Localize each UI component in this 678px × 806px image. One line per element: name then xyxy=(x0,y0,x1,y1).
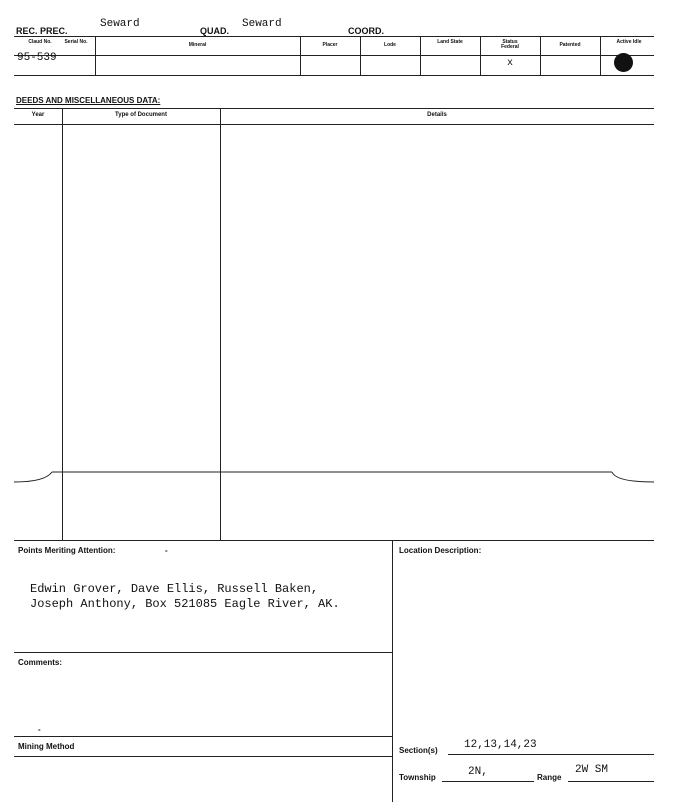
col-placer: Placer xyxy=(322,42,338,48)
col-year: Year xyxy=(31,112,45,118)
range-value[interactable]: 2W SM xyxy=(575,764,609,776)
sections-underline xyxy=(448,754,654,755)
col-details: Details xyxy=(427,112,447,118)
bottom-divider xyxy=(392,540,393,802)
col-divider-2 xyxy=(300,36,301,75)
deeds-top-line xyxy=(14,108,654,109)
col-type-of-document: Type of Document xyxy=(115,112,167,118)
col-divider-3 xyxy=(360,36,361,75)
mining-method-label: Mining Method xyxy=(18,742,75,751)
header-top-line xyxy=(14,36,654,37)
township-value[interactable]: 2N, xyxy=(468,766,488,778)
points-dash: - xyxy=(165,546,168,555)
page-break-mark xyxy=(0,462,678,494)
col-status-federal: Status Federal xyxy=(501,39,519,50)
township-label: Township xyxy=(399,773,436,782)
mining-method-bottom-line xyxy=(14,756,392,757)
comments-top-line xyxy=(14,652,392,653)
rec-prec-label: REC. PREC. xyxy=(16,26,68,36)
sections-label: Section(s) xyxy=(399,746,438,755)
mining-method-top-line xyxy=(14,736,392,737)
deeds-bottom-line xyxy=(14,540,654,541)
points-line-1[interactable]: Edwin Grover, Dave Ellis, Russell Baken, xyxy=(30,582,319,596)
col-lode: Lode xyxy=(384,42,396,48)
range-label: Range xyxy=(537,773,562,782)
township-underline xyxy=(442,781,534,782)
col-land-state: Land State xyxy=(437,39,463,45)
col-divider-4 xyxy=(420,36,421,75)
status-federal-mark[interactable]: x xyxy=(507,58,514,69)
col-mineral: Mineral xyxy=(188,42,207,48)
location-description-label: Location Description: xyxy=(399,546,482,555)
deeds-title: DEEDS AND MISCELLANEOUS DATA: xyxy=(16,96,161,105)
quad-value[interactable]: Seward xyxy=(242,18,282,30)
active-filled-circle[interactable] xyxy=(614,53,633,72)
rec-prec-value[interactable]: Seward xyxy=(100,18,140,30)
points-line-2[interactable]: Joseph Anthony, Box 521085 Eagle River, AK. xyxy=(30,597,340,611)
points-meriting-label: Points Meriting Attention: xyxy=(18,546,116,555)
col-divider-6 xyxy=(540,36,541,75)
claim-number[interactable]: 95-539 xyxy=(17,52,57,64)
coord-label: COORD. xyxy=(348,26,384,36)
quad-label: QUAD. xyxy=(200,26,229,36)
col-serial-no: Serial No. xyxy=(64,39,88,45)
col-divider-5 xyxy=(480,36,481,75)
col-claud-no: Claud No. xyxy=(28,39,52,45)
range-underline xyxy=(568,781,654,782)
col-divider-7 xyxy=(600,36,601,75)
comments-dash: - xyxy=(38,725,41,734)
table-header-bottom-line xyxy=(14,55,654,56)
deeds-header-line xyxy=(14,124,654,125)
sections-value[interactable]: 12,13,14,23 xyxy=(464,739,537,751)
col-patented: Patented xyxy=(559,42,581,48)
col-active-idle: Active Idle xyxy=(616,39,642,45)
comments-label: Comments: xyxy=(18,658,63,667)
col-divider-1 xyxy=(95,36,96,75)
table-row-bottom-line xyxy=(14,75,654,76)
